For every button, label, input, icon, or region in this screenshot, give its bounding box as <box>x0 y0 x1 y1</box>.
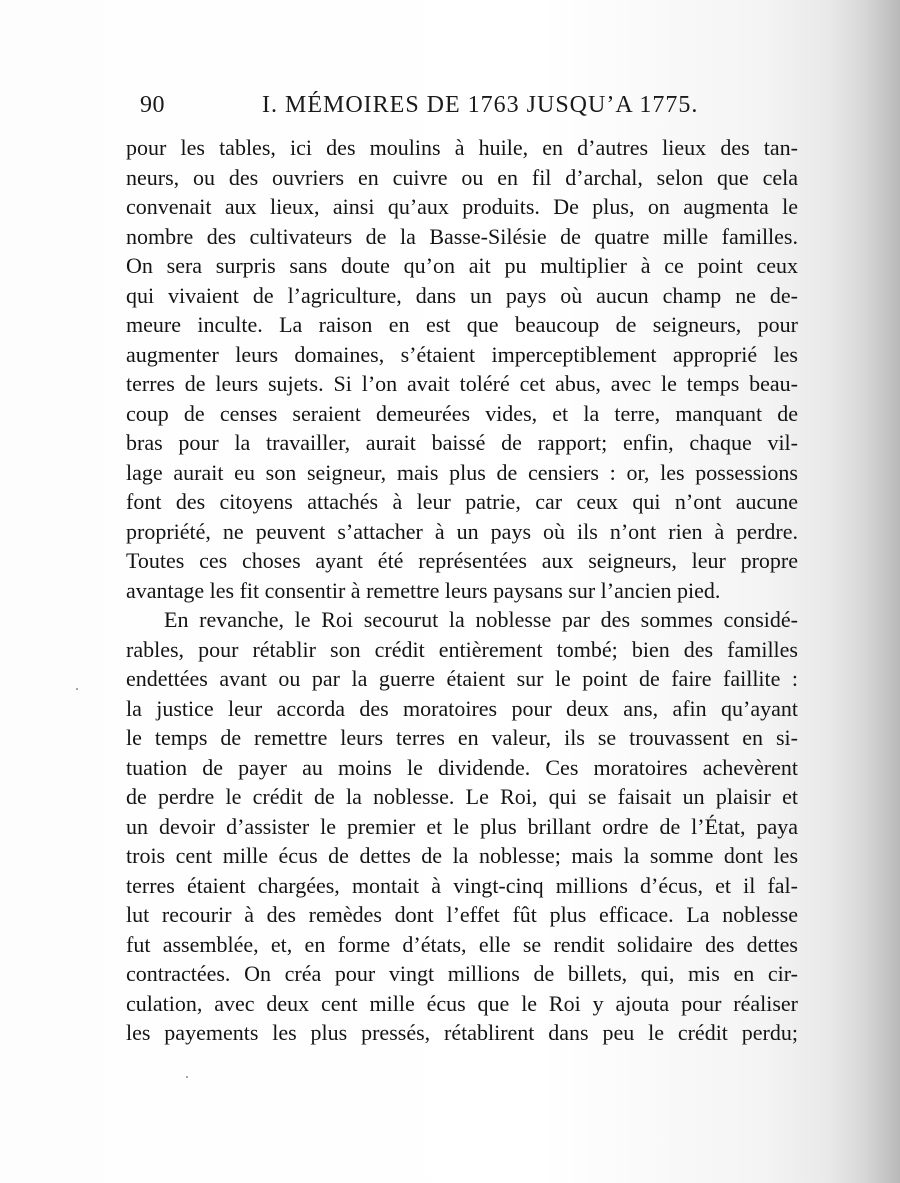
text-line: endettées avant ou par la guerre étaient sur le point de faire faillite : <box>126 666 798 691</box>
text-line: la justice leur accorda des moratoires pour deux ans, afin qu’ayant <box>126 695 798 721</box>
page-edge-shadow <box>830 0 900 1183</box>
text-line: lut recourir à des remèdes dont l’effet fût plus efficace. La noblesse <box>126 902 798 927</box>
text-line: culation, avec deux cent mille écus que le Roi y ajouta pour réaliser <box>126 990 798 1016</box>
text-line: terres étaient chargées, montait à vingt-cinq millions d’écus, et il fal- <box>126 872 798 898</box>
text-line: les payements les plus pressés, rétablirent dans peu le crédit perdu; <box>126 1020 798 1045</box>
text-line: augmenter leurs domaines, s’étaient imperceptiblement approprié les <box>126 341 798 367</box>
text-line: avantage les fit consentir à remettre leurs paysans sur l’ancien pied. <box>126 577 721 603</box>
text-line: rables, pour rétablir son crédit entièrement tombé; bien des familles <box>126 636 798 662</box>
page-speck <box>76 688 78 690</box>
text-line: coup de censes seraient demeurées vides, et la terre, manquant de <box>126 400 798 426</box>
text-line: bras pour la travailler, aurait baissé de rapport; enfin, chaque vil- <box>126 430 798 455</box>
text-line: trois cent mille écus de dettes de la noblesse; mais la somme dont les <box>126 843 798 868</box>
page-number: 90 <box>140 92 165 118</box>
text-line: un devoir d’assister le premier et le plus brillant ordre de l’État, paya <box>126 813 798 839</box>
text-line: lage aurait eu son seigneur, mais plus de censiers : or, les possessions <box>126 459 798 485</box>
page-speck <box>186 1076 188 1078</box>
text-line: le temps de remettre leurs terres en valeur, ils se trouvassent en si- <box>126 725 798 750</box>
text-line: neurs, ou des ouvriers en cuivre ou en fil d’archal, selon que cela <box>126 164 798 190</box>
text-line: qui vivaient de l’agriculture, dans un pays où aucun champ ne de- <box>126 282 798 308</box>
text-line: pour les tables, ici des moulins à huile, en d’autres lieux des tan- <box>126 135 798 160</box>
text-line: contractées. On créa pour vingt millions de billets, qui, mis en cir- <box>126 961 798 986</box>
text-line: font des citoyens attachés à leur patrie, car ceux qui n’ont aucune <box>126 489 798 514</box>
text-line: terres de leurs sujets. Si l’on avait toléré cet abus, avec le temps beau- <box>126 371 798 396</box>
text-line: En revanche, le Roi secourut la noblesse par des sommes considé- <box>164 607 798 632</box>
text-line: Toutes ces choses ayant été représentées aux seigneurs, leur propre <box>126 548 798 573</box>
text-line: nombre des cultivateurs de la Basse-Silésie de quatre mille familles. <box>126 223 798 249</box>
running-title: I. MÉMOIRES DE 1763 JUSQU’A 1775. <box>262 92 699 118</box>
text-line: On sera surpris sans doute qu’on ait pu multiplier à ce point ceux <box>126 253 798 278</box>
text-line: tuation de payer au moins le dividende. Ces moratoires achevèrent <box>126 754 798 780</box>
text-line: fut assemblée, et, en forme d’états, elle se rendit solidaire des dettes <box>126 931 798 957</box>
text-line: de perdre le crédit de la noblesse. Le Roi, qui se faisait un plaisir et <box>126 784 798 809</box>
text-line: meure inculte. La raison en est que beaucoup de seigneurs, pour <box>126 312 798 337</box>
body-text <box>126 133 798 1048</box>
text-line: propriété, ne peuvent s’attacher à un pays où ils n’ont rien à perdre. <box>126 518 798 544</box>
text-line: convenait aux lieux, ainsi qu’aux produits. De plus, on augmenta le <box>126 194 798 219</box>
running-head <box>140 92 800 122</box>
